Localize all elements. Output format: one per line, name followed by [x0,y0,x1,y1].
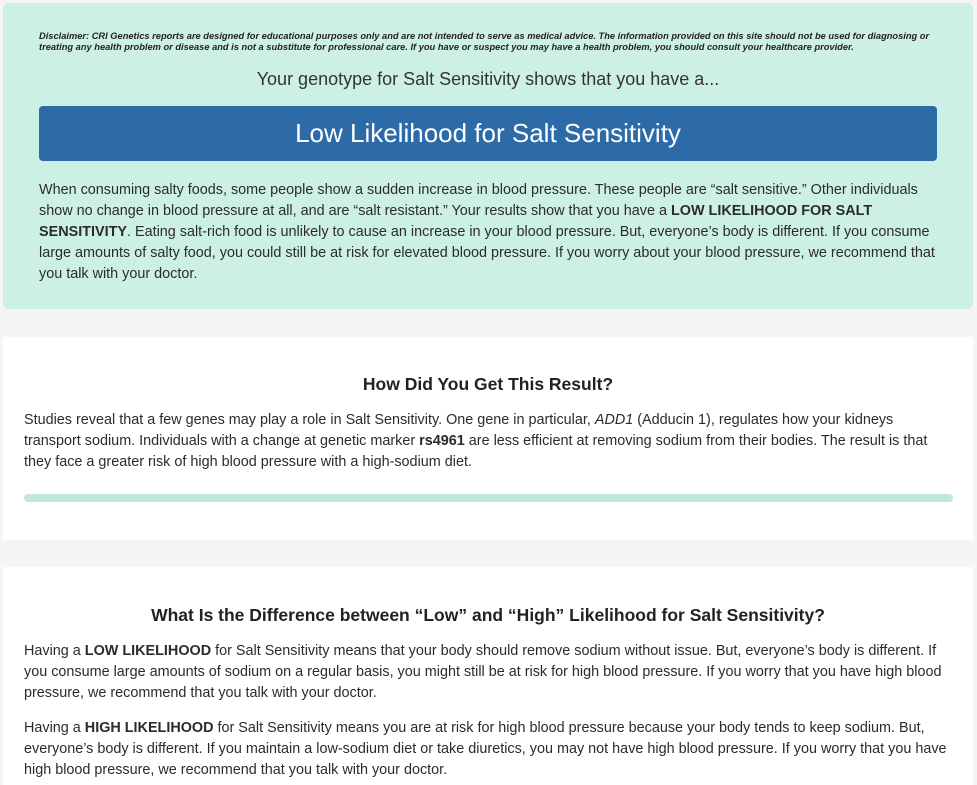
high-prefix: Having a [24,720,85,736]
how-text-1: Studies reveal that a few genes may play a role in Salt Sensitivity. One gene in particular, [24,412,595,428]
difference-section [3,567,973,785]
progress-bar [24,494,953,502]
low-likelihood-label: LOW LIKELIHOOD [84,643,212,659]
how-section-text [24,410,952,473]
high-likelihood-paragraph [24,718,952,781]
description-text-end: . Eating salt-rich food is unlikely to cause an increase in your blood pressure. But, everyone’s body is different. If you consume large amounts of salty food, you could still be at risk for elevated blood pressure. If you worry about your blood pressure, we recommend that you talk with your doctor. [39,224,935,282]
low-text: for Salt Sensitivity means that your body should remove sodium without issue. But, everyone’s body is different. If you consume large amounts of sodium on a regular basis, you might still be at risk for high blood pressure. If you worry that you have high blood pressure, we recommend that you talk with your doctor. [24,643,942,701]
result-banner [39,106,937,161]
result-description [39,180,937,285]
progress-fill [24,494,953,502]
high-likelihood-label: HIGH LIKELIHOOD [84,720,214,736]
description-text: When consuming salty foods, some people show a sudden increase in blood pressure. These people are “salt sensitive.” Other individuals show no change in blood pressure at all, and are “salt resistant.” Your results show that you have a [39,182,918,219]
difference-section-title: What Is the Difference between “Low” and “High” Likelihood for Salt Sensitivity? [151,605,825,625]
genotype-intro: Your genotype for Salt Sensitivity shows that you have a... [256,69,720,89]
low-likelihood-paragraph [24,641,952,704]
how-text-3: are less efficient at removing sodium from their bodies. The result is that they face a greater risk of high blood pressure with a high-sodium diet. [24,433,928,470]
how-section-title: How Did You Get This Result? [362,374,614,394]
low-prefix: Having a [24,643,85,659]
how-text-2: (Adducin 1), regulates how your kidneys transport sodium. Individuals with a change at genetic marker [24,412,894,449]
result-label: Low Likelihood for Salt Sensitivity [295,118,681,148]
result-card [3,3,973,309]
high-text: for Salt Sensitivity means you are at risk for high blood pressure because your body tends to keep sodium. But, everyone’s body is different. If you maintain a low-sodium diet or take diuretics, you may not have high blood pressure. If you worry that you have high blood pressure, we recommend that you talk with your doctor. [24,720,947,778]
gene-name: ADD1 [594,412,634,428]
how-section [3,337,973,540]
disclaimer-text: Disclaimer: CRI Genetics reports are designed for educational purposes only and are not intended to serve as medical advice. The information provided on this site should not be used for diagnosing or treating any health problem or disease and is not a substitute for professional care. If you have or suspect you may have a health problem, you should consult your healthcare provider. [39,31,930,52]
genetic-marker: rs4961 [419,433,465,449]
description-result: LOW LIKELIHOOD FOR SALT SENSITIVITY [39,203,873,240]
